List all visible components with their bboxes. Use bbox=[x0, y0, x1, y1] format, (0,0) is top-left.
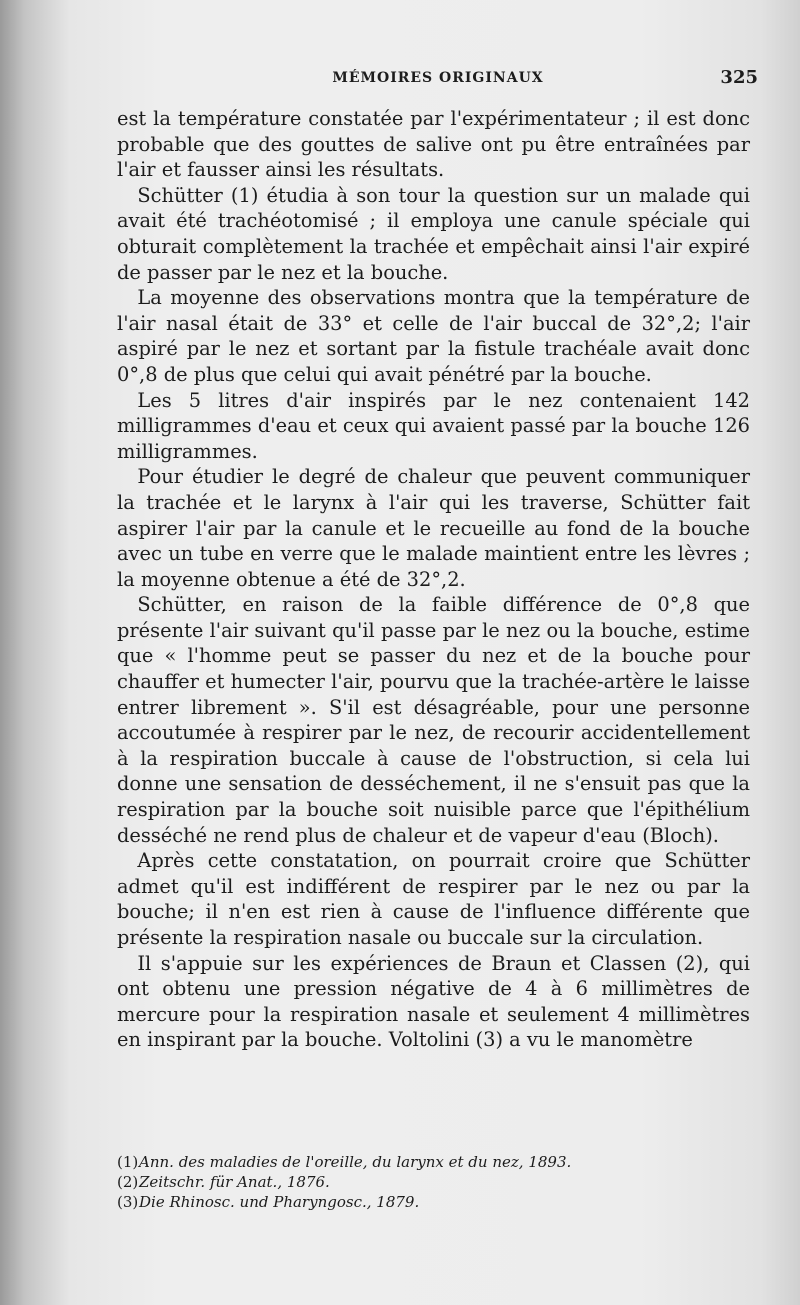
footnote bbox=[117, 1172, 750, 1192]
footnote bbox=[117, 1192, 750, 1212]
footnote-marker: (1) bbox=[117, 1153, 139, 1171]
paragraph: est la température constatée par l'expérimentateur ; il est donc probable que des gouttes de salive ont pu être entraînées par l'air et fausser ainsi les résultats. bbox=[117, 107, 750, 182]
paragraph: Les 5 litres d'air inspirés par le nez contenaient 142 milligrammes d'eau et ceux qui avaient passé par la bouche 126 milligrammes. bbox=[117, 388, 750, 463]
footnote-marker: (2) bbox=[117, 1173, 139, 1191]
paragraph: Pour étudier le degré de chaleur que peuvent communiquer la trachée et le larynx à l'air qui les traverse, Schütter fait aspirer l'air par la canule et le recueille au fond de la bouche avec un tube en verre que le malade maintient entre les lèvres ; la moyenne obtenue a été de 32°,2. bbox=[117, 465, 750, 591]
footnote-text: Die Rhinosc. und Pharyngosc., 1879. bbox=[139, 1193, 420, 1211]
running-header bbox=[118, 66, 758, 90]
paragraph: Schütter (1) étudia à son tour la question sur un malade qui avait été trachéotomisé ; il employa une canule spéciale qui obturait complètement la trachée et empêchait ainsi l'air expiré de passer par le nez et la bouche. bbox=[117, 183, 750, 284]
footnotes bbox=[117, 1152, 750, 1212]
footnote bbox=[117, 1152, 750, 1172]
footnote-text: Zeitschr. für Anat., 1876. bbox=[139, 1173, 330, 1191]
paragraph: Il s'appuie sur les expériences de Braun et Classen (2), qui ont obtenu une pression négative de 4 à 6 millimètres de mercure pour la respiration nasale et seulement 4 millimètres en inspirant par la bouche. Voltolini (3) a vu le manomètre bbox=[117, 951, 750, 1052]
page-number: 325 bbox=[720, 67, 758, 88]
paragraph: Schütter, en raison de la faible différence de 0°,8 que présente l'air suivant qu'il passe par le nez ou la bouche, estime que « l'homme peut se passer du nez et de la bouche pour chauffer et humecter l'air, pourvu que la trachée-artère le laisse entrer librement ». S'il est désagréable, pour une personne accoutumée à respirer par le nez, de recourir accidentellement à la respiration buccale à cause de l'obstruction, si cela lui donne une sensation de desséchement, il ne s'ensuit pas que la respiration par la bouche soit nuisible parce que l'épithélium desséché ne rend plus de chaleur et de vapeur d'eau (Bloch). bbox=[117, 593, 750, 847]
running-title: MÉMOIRES ORIGINAUX bbox=[332, 70, 544, 86]
paragraph: La moyenne des observations montra que la température de l'air nasal était de 33° et celle de l'air buccal de 32°,2; l'air aspiré par le nez et sortant par la fistule trachéale avait donc 0°,8 de plus que celui qui avait pénétré par la bouche. bbox=[117, 286, 750, 386]
footnote-marker: (3) bbox=[117, 1193, 139, 1211]
paragraph: Après cette constatation, on pourrait croire que Schütter admet qu'il est indifférent de respirer par le nez ou par la bouche; il n'en est rien à cause de l'influence différente que présente la respiration nasale ou buccale sur la circulation. bbox=[117, 849, 750, 949]
body-text bbox=[117, 106, 750, 1053]
footnote-text: Ann. des maladies de l'oreille, du larynx et du nez, 1893. bbox=[139, 1153, 572, 1171]
